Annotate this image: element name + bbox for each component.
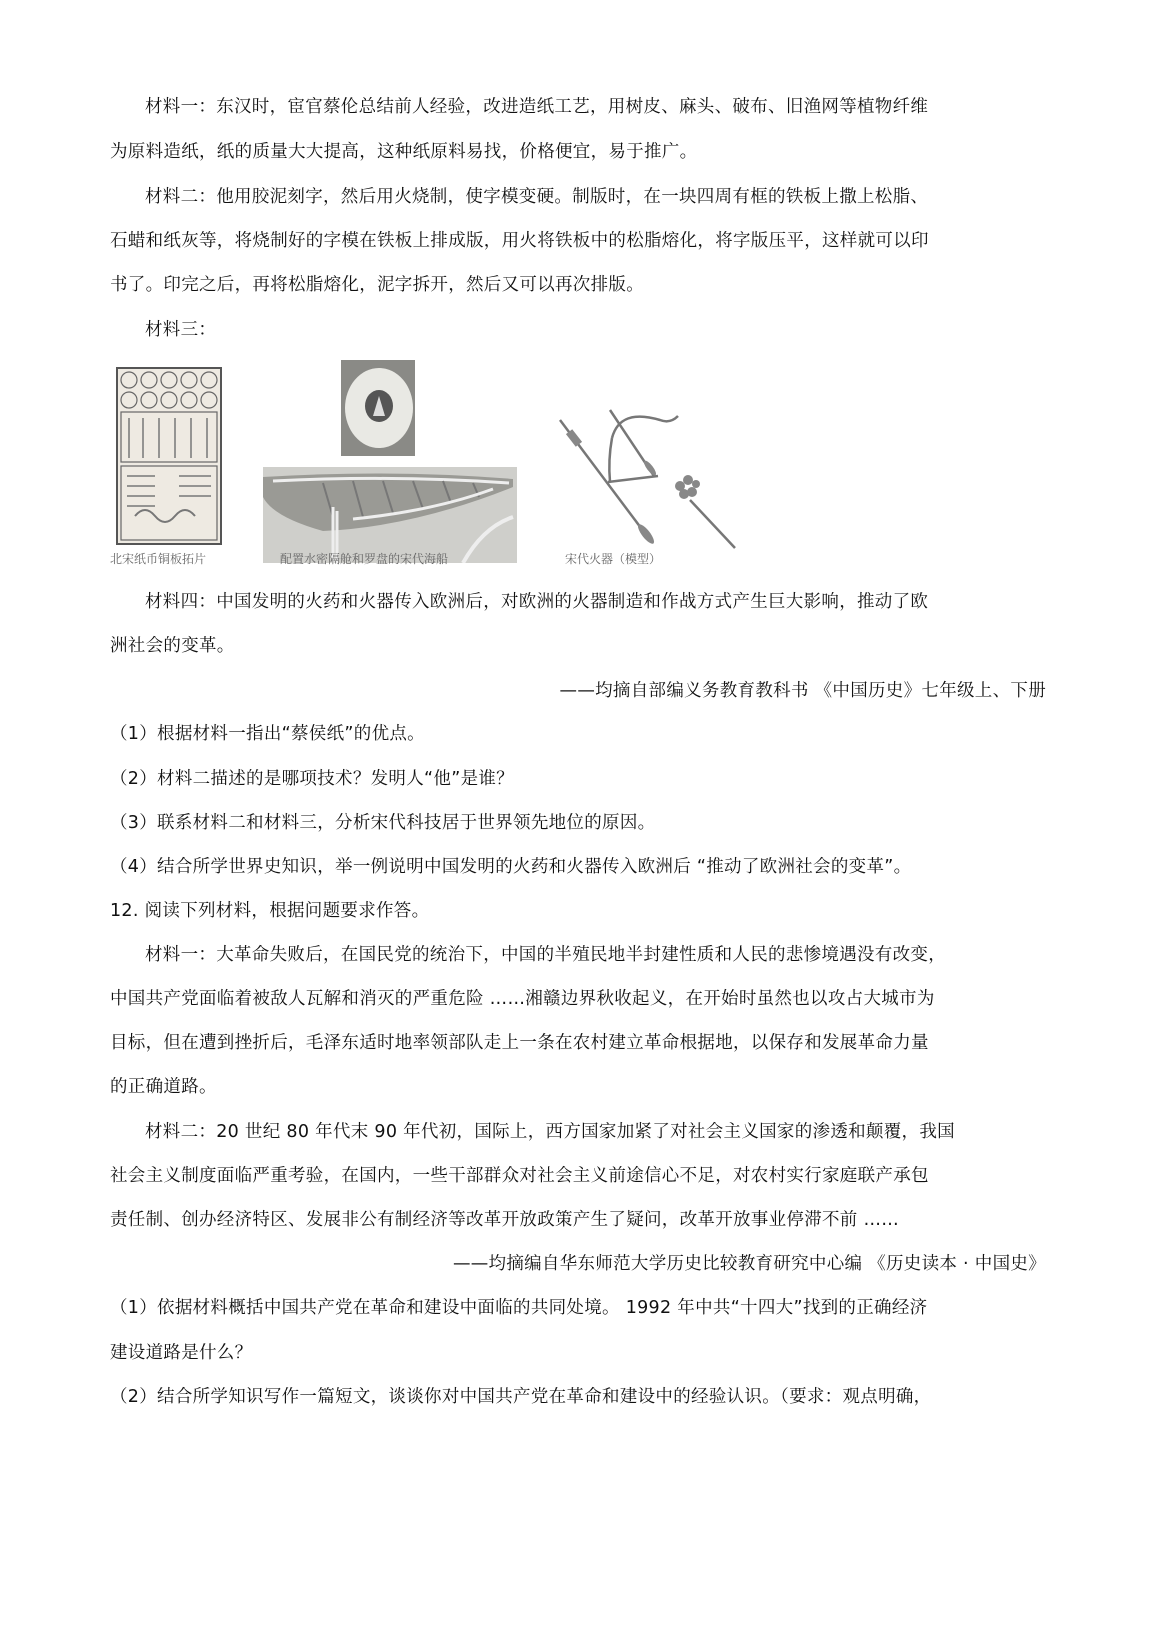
banknote-plate-image [115,366,223,546]
figure-caption: 北宋纸币铜板拓片 [110,552,207,566]
text-line: 中国共产党面临着被敌人瓦解和消灭的严重危险 ……湘赣边界秋收起义，在开始时虽然也以攻占大城市为 [110,989,935,1009]
text-line: 材料二：20 世纪 80 年代末 90 年代初，国际上，西方国家加紧了对社会主义国家的渗透和颠覆，我国 [145,1122,955,1142]
text-line: 为原料造纸，纸的质量大大提高，这种纸原料易找，价格便宜，易于推广。 [110,142,698,162]
text-line: 洲社会的变革。 [110,636,235,656]
q12-source: ——均摘编自华东师范大学历史比较教育研究中心编 《历史读本 · 中国史》 [452,1254,1046,1274]
question: （1）根据材料一指出“蔡侯纸”的优点。 [110,724,425,744]
text-line: 材料一：大革命失败后，在国民党的统治下，中国的半殖民地半封建性质和人民的悲惨境遇没有改变， [145,945,946,965]
question: （4）结合所学世界史知识，举一例说明中国发明的火药和火器传入欧洲后 “推动了欧洲社会的变革”。 [110,857,912,877]
q11-material3-label: 材料三： [145,320,217,340]
text-line: 的正确道路。 [110,1077,217,1097]
text-line: 社会主义制度面临严重考验，在国内，一些干部群众对社会主义前途信心不足，对农村实行家庭联产承包 [110,1166,929,1186]
text-line: 材料一：东汉时，宦官蔡伦总结前人经验，改进造纸工艺，用树皮、麻头、破布、旧渔网等植物纤维 [145,97,929,117]
question: 建设道路是什么？ [110,1343,253,1363]
q11-source: ——均摘自部编义务教育教科书 《中国历史》七年级上、下册 [559,681,1046,701]
text-line: 石蜡和纸灰等，将烧制好的字模在铁板上排成版，用火将铁板中的松脂熔化，将字版压平，这样就可以印 [110,231,929,251]
song-firearms-image [550,400,740,550]
q11-material3-figures [110,360,750,570]
question: （2）结合所学知识写作一篇短文，谈谈你对中国共产党在革命和建设中的经验认识。（要求：观点明确， [110,1387,932,1407]
question: （2）材料二描述的是哪项技术？发明人“他”是谁？ [110,769,514,789]
question: （3）联系材料二和材料三，分析宋代科技居于世界领先地位的原因。 [110,813,656,833]
figure-caption: 宋代火器（模型） [565,552,662,566]
text-line: 材料二：他用胶泥刻字，然后用火烧制，使字模变硬。制版时，在一块四周有框的铁板上撒上松脂、 [145,187,929,207]
figure-caption: 配置水密隔舱和罗盘的宋代海船 [280,552,449,566]
q12-stem: 12. 阅读下列材料，根据问题要求作答。 [110,901,430,921]
song-ship-image [263,467,517,563]
question: （1）依据材料概括中国共产党在革命和建设中面临的共同处境。 1992 年中共“十四大”找到的正确经济 [110,1298,928,1318]
text-line: 材料四：中国发明的火药和火器传入欧洲后，对欧洲的火器制造和作战方式产生巨大影响，推动了欧 [145,592,929,612]
text-line: 目标，但在遭到挫折后，毛泽东适时地率领部队走上一条在农村建立革命根据地，以保存和发展革命力量 [110,1033,929,1053]
text-line: 责任制、创办经济特区、发展非公有制经济等改革开放政策产生了疑问，改革开放事业停滞不前 …… [110,1210,900,1230]
compass-image [341,360,415,456]
text-line: 书了。印完之后，再将松脂熔化，泥字拆开，然后又可以再次排版。 [110,275,644,295]
